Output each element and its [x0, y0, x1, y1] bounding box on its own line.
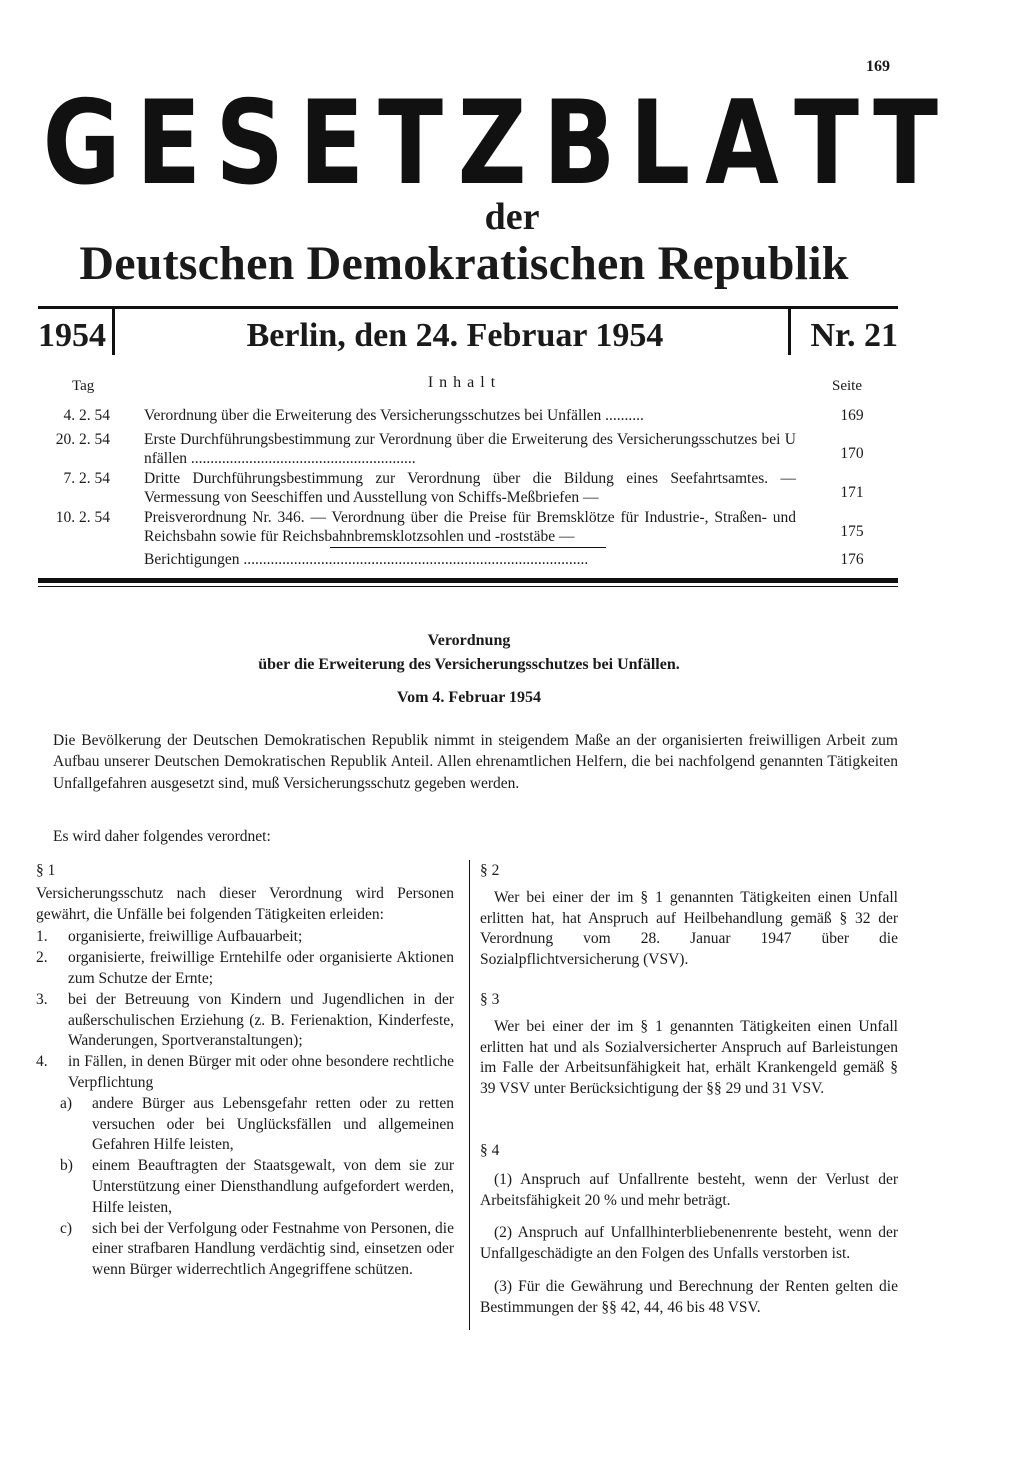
section-4-para-3: (3) Für die Gewährung und Berechnung der Renten gelten die Bestimmungen der §§ 42, 44, 46 bis 48 VSV.: [480, 1277, 898, 1316]
list-item-text: bei der Betreuung von Kindern und Jugendlichen in der außerschulischen Erziehung (z. B. Ferienaktion, Kinderfeste, Wanderungen, Sportveranstaltungen);: [68, 990, 454, 1050]
toc-header-page: Seite: [832, 378, 862, 394]
masthead-letter: T: [793, 76, 859, 211]
toc-entry-page: 169: [840, 407, 864, 424]
sub-item: [36, 1156, 454, 1218]
toc-entry-text: Dritte Durchführungsbestimmung zur Verordnung über die Bildung eines Seefahrtsamtes. — Vermessung von Seeschiffen und Ausstellung von Schiffs-Meßbriefen —: [144, 470, 796, 506]
masthead-letter: Z: [457, 76, 527, 211]
toc-separator: [330, 547, 606, 548]
masthead-letter: A: [704, 76, 779, 211]
double-rule-top: [38, 578, 898, 583]
issue-number: Nr. 21: [810, 317, 898, 354]
list-item-number: 4.: [36, 1053, 48, 1071]
list-item: [36, 990, 454, 1052]
issue-year: 1954: [38, 317, 106, 354]
sub-item-text: sich bei der Verfolgung oder Festnahme von Personen, die einer strafbaren Handlung verdächtig sind, einsetzen oder wenn Bürger widerrechtlich Angegriffene schützen.: [92, 1219, 454, 1279]
divider-right: [788, 309, 791, 355]
masthead-letter: G: [42, 76, 121, 211]
page-number: 169: [866, 58, 890, 75]
sub-item-letter: a): [60, 1094, 73, 1112]
ordinance-subtitle: über die Erweiterung des Versicherungsschutzes bei Unfällen.: [258, 656, 680, 673]
toc-entry-page: 175: [840, 523, 864, 540]
masthead-letter: E: [299, 76, 365, 211]
sub-item: [36, 1219, 454, 1281]
section-4-para-1: (1) Anspruch auf Unfallrente besteht, wenn der Verlust der Arbeitsfähigkeit 20 % und mehr beträgt.: [480, 1170, 898, 1209]
masthead-letter: B: [542, 76, 615, 211]
toc-entry-page: 171: [840, 484, 864, 501]
ordinance-title: Verordnung: [427, 632, 511, 649]
issue-dateline: Berlin, den 24. Februar 1954: [246, 317, 664, 354]
ordinance-date: Vom 4. Februar 1954: [397, 689, 541, 706]
list-item: [36, 927, 454, 948]
list-item: [36, 1052, 454, 1094]
toc-entry-text: Berichtigungen .........................................................................................: [144, 551, 589, 568]
sub-item-text: andere Bürger aus Lebensgefahr retten oder zu retten versuchen oder bei Unglücksfällen und allgemeinen Gefahren Hilfe leisten,: [92, 1094, 454, 1154]
column-divider: [469, 860, 470, 1330]
top-rule: [38, 306, 898, 309]
sub-item-letter: c): [60, 1219, 73, 1237]
section-heading: § 3: [480, 991, 500, 1008]
toc-entry: [0, 430, 1024, 470]
list-item-number: 2.: [36, 949, 48, 967]
masthead-letter: E: [136, 76, 202, 211]
sub-item: [36, 1094, 454, 1156]
toc-header-contents: I n h a l t: [427, 374, 497, 391]
section-4-para-2: (2) Anspruch auf Unfallhinterbliebenenrente besteht, wenn der Unfallgeschädigte an den Folgen des Unfalls verstorben ist.: [480, 1224, 898, 1263]
section-1-intro: Versicherungsschutz nach dieser Verordnung wird Personen gewährt, die Unfälle bei folgenden Tätigkeiten erleiden:: [36, 884, 454, 923]
masthead-letter: S: [215, 76, 285, 211]
section-2: [480, 861, 898, 971]
toc-entry-date: 4. 2. 54: [63, 407, 110, 424]
section-heading: § 2: [480, 862, 500, 879]
masthead-der: der: [484, 196, 540, 238]
masthead-letter: T: [378, 76, 444, 211]
toc-entry: [0, 469, 1024, 509]
toc-entry-page: 176: [840, 551, 864, 568]
sub-item-letter: b): [60, 1157, 73, 1175]
masthead-title: [34, 76, 938, 211]
list-item: [36, 948, 454, 990]
list-item-text: organisierte, freiwillige Erntehilfe oder organisierte Aktionen zum Schutze der Ernte;: [68, 949, 454, 987]
toc-entry-text: Verordnung über die Erweiterung des Versicherungsschutzes bei Unfällen ..........: [144, 407, 644, 424]
section-heading: § 1: [36, 862, 56, 879]
list-item-number: 1.: [36, 928, 48, 946]
masthead-subtitle: Deutschen Demokratischen Republik: [79, 237, 849, 290]
list-item-text: organisierte, freiwillige Aufbauarbeit;: [68, 928, 303, 946]
section-1: [36, 861, 454, 1281]
toc-entry-date: 7. 2. 54: [63, 470, 110, 487]
double-rule-bottom: [38, 586, 898, 587]
list-item-text: in Fällen, in denen Bürger mit oder ohne besondere rechtliche Verpflichtung: [68, 1053, 454, 1091]
toc-entry-text: Preisverordnung Nr. 346. — Verordnung über die Preise für Bremsklötze für Industrie-, Straßen- und Reichsbahn sowie für Reichsbahnbremsklotzsohlen und -roststäbe —: [144, 509, 796, 545]
masthead-letter: T: [872, 76, 938, 211]
toc-entry-date: 10. 2. 54: [55, 509, 110, 526]
section-4: [480, 1141, 898, 1319]
toc-header-day: Tag: [72, 378, 95, 394]
toc-entry-text: Erste Durchführungsbestimmung zur Verordnung über die Erweiterung des Versicherungsschutzes bei Unfällen ..........................................................: [144, 431, 796, 467]
section-3-text: Wer bei einer der im § 1 genannten Tätigkeiten einen Unfall erlitten hat und als Sozialversicherter Anspruch auf Barleistungen im Falle der Arbeitsunfähigkeit hat, erhält Krankengeld gemäß § 39 VSV unter Berücksichtigung der §§ 29 und 31 VSV.: [480, 1017, 898, 1098]
toc-entry-page: 170: [840, 445, 864, 462]
section-3: [480, 990, 898, 1100]
section-2-text: Wer bei einer der im § 1 genannten Tätigkeiten einen Unfall erlitten hat, hat Anspruch auf Heilbehandlung gemäß § 32 der Verordnung vom 28. Januar 1947 über die Sozialpflichtversicherung (VSV).: [480, 888, 898, 969]
masthead-letter: L: [629, 76, 691, 211]
preamble: Die Bevölkerung der Deutschen Demokratischen Republik nimmt in steigendem Maße an der organisierten freiwilligen Arbeit zum Aufbau unserer Deutschen Demokratischen Republik Anteil. Allen ehrenamtlichen Helfern, die bei nachfolgend genannten Tätigkeiten Unfallgefahren ausgesetzt sind, muß Versicherungsschutz gegeben werden.: [53, 732, 898, 792]
divider-left: [112, 309, 115, 355]
enacting-clause: Es wird daher folgendes verordnet:: [53, 828, 271, 845]
section-heading: § 4: [480, 1142, 500, 1159]
list-item-number: 3.: [36, 990, 48, 1008]
sub-item-text: einem Beauftragten der Staatsgewalt, von dem sie zur Unterstützung einer Diensthandlung aufgefordert werden, Hilfe leisten,: [92, 1157, 454, 1216]
toc-entry-date: 20. 2. 54: [55, 431, 110, 448]
toc-entry: [0, 508, 1024, 548]
